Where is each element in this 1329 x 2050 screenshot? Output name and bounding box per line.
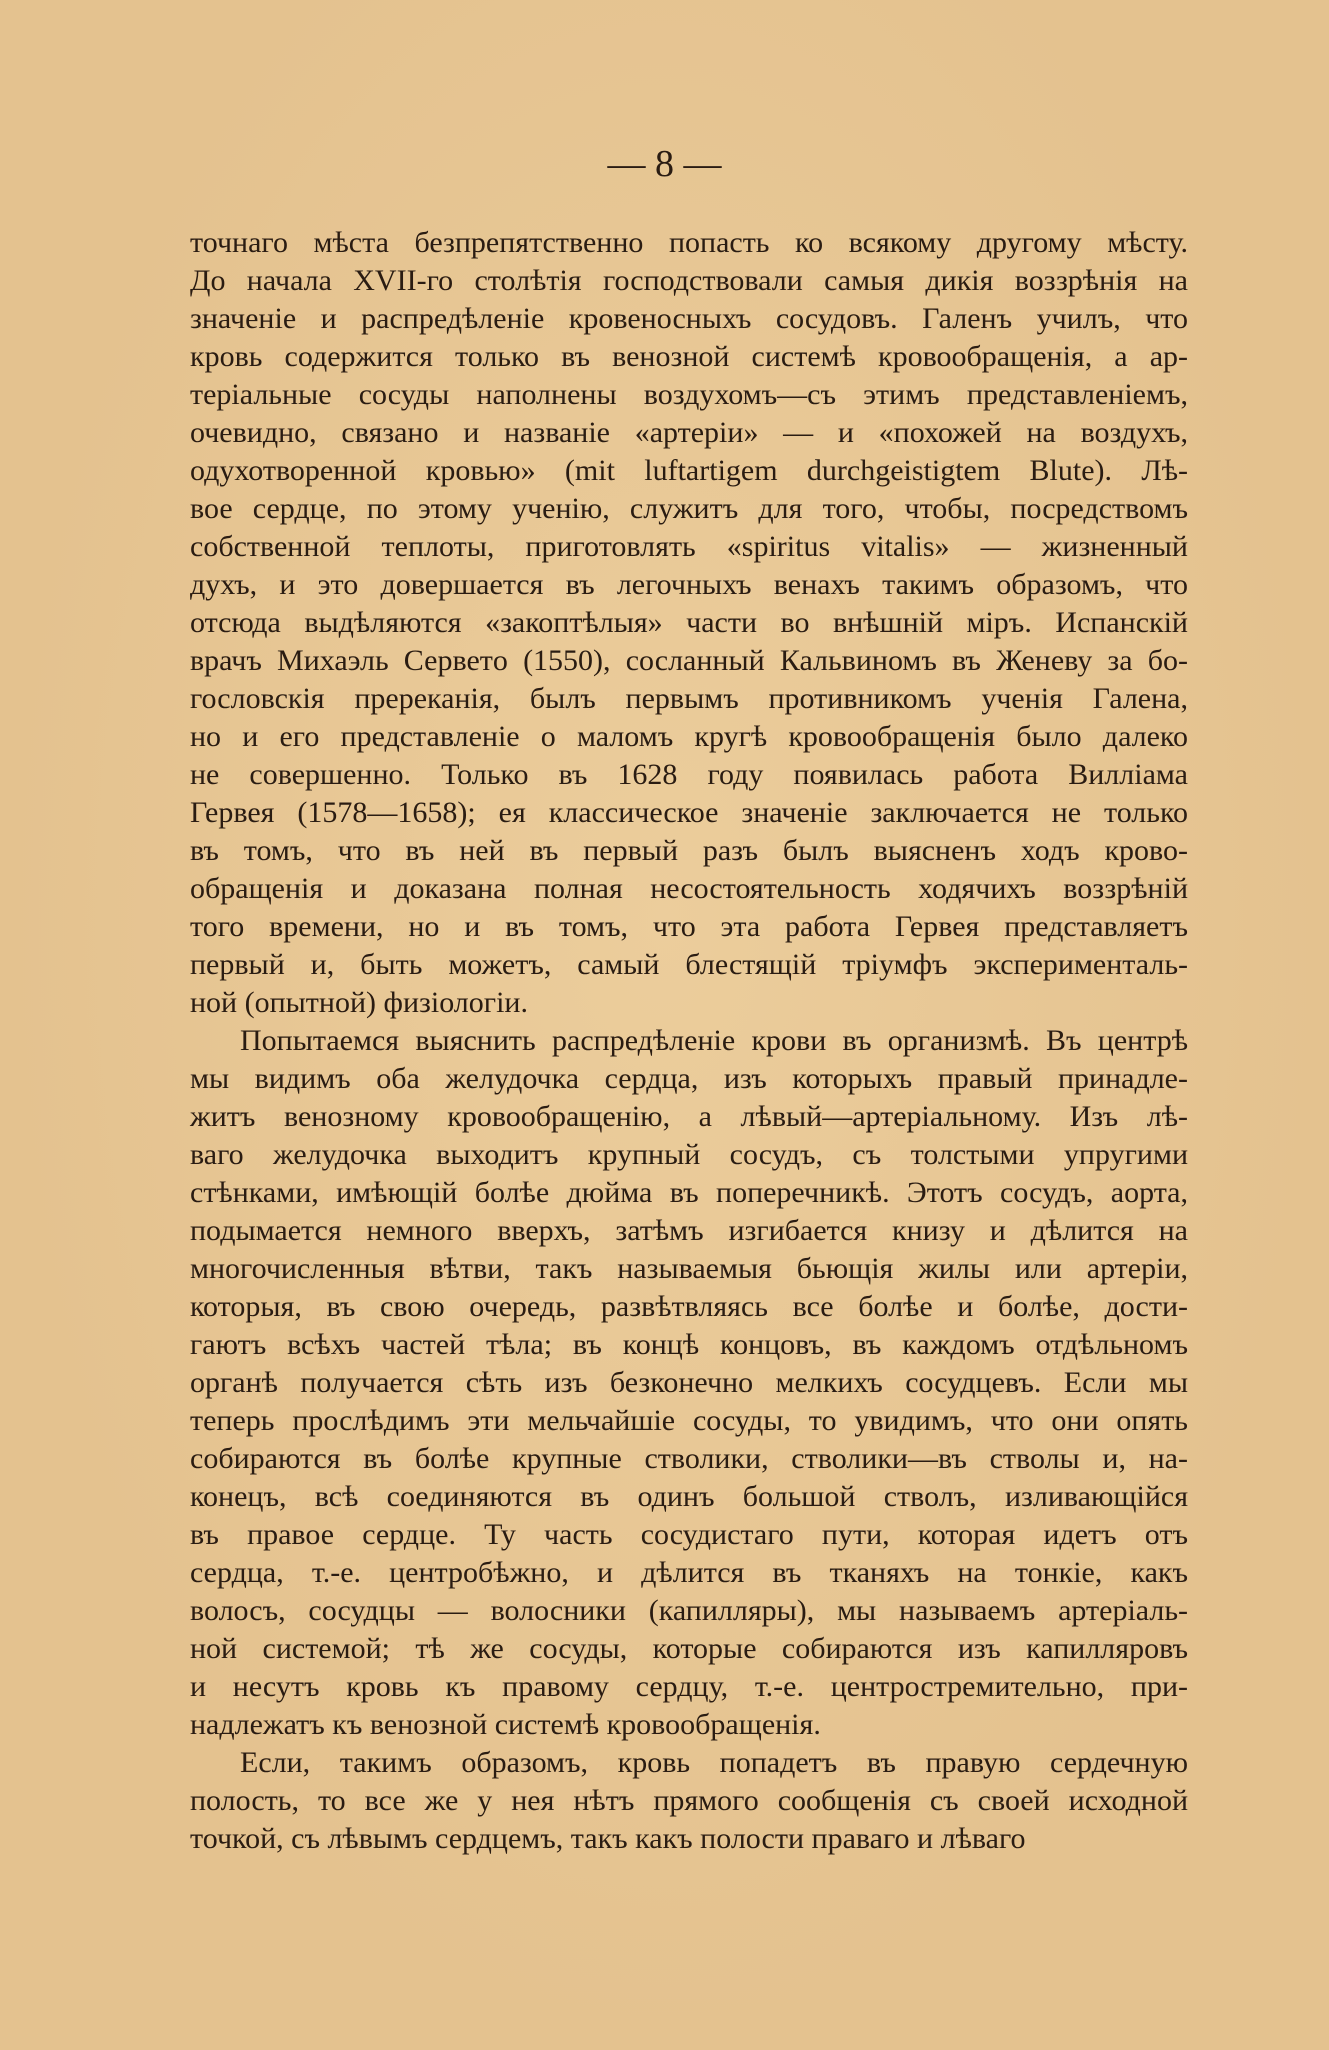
text-line: въ томъ, что въ ней въ первый разъ былъ выясненъ ходъ крово- xyxy=(190,834,1188,867)
text-line: органѣ получается сѣть изъ безконечно мелкихъ сосудцевъ. Если мы xyxy=(190,1366,1188,1399)
text-line: ной системой; тѣ же сосуды, которые собираются изъ капилляровъ xyxy=(190,1632,1188,1665)
text-line: подымается немного вверхъ, затѣмъ изгибается книзу и дѣлится на xyxy=(190,1214,1188,1247)
text-line: теріальные сосуды наполнены воздухомъ—съ этимъ представленіемъ, xyxy=(190,378,1188,411)
text-line: не совершенно. Только въ 1628 году появилась работа Вилліама xyxy=(190,758,1188,791)
body-text xyxy=(190,224,1188,1858)
text-line: волосъ, сосудцы — волосники (капилляры), мы называемъ артеріаль- xyxy=(190,1594,1188,1627)
text-line: собираются въ болѣе крупные стволики, стволики—въ стволы и, на- xyxy=(190,1442,1188,1475)
text-line: духъ, и это довершается въ легочныхъ венахъ такимъ образомъ, что xyxy=(190,568,1188,601)
text-line: собственной теплоты, приготовлять «spiritus vitalis» — жизненный xyxy=(190,530,1188,563)
text-line: Если, такимъ образомъ, кровь попадетъ въ правую сердечную xyxy=(240,1746,1188,1779)
text-line: До начала XVII-го столѣтія господствовали самыя дикія воззрѣнія на xyxy=(190,264,1188,297)
text-line: значеніе и распредѣленіе кровеносныхъ сосудовъ. Галенъ училъ, что xyxy=(190,302,1188,335)
text-line: обращенія и доказана полная несостоятельность ходячихъ воззрѣній xyxy=(190,872,1188,905)
text-line: гаютъ всѣхъ частей тѣла; въ концѣ концовъ, въ каждомъ отдѣльномъ xyxy=(190,1328,1188,1361)
page-number: — 8 — xyxy=(607,143,722,185)
text-line: теперь прослѣдимъ эти мельчайшіе сосуды, то увидимъ, что они опять xyxy=(190,1404,1188,1437)
text-line: сердца, т.-е. центробѣжно, и дѣлится въ тканяхъ на тонкіе, какъ xyxy=(190,1556,1188,1589)
text-line: врачъ Михаэль Серветo (1550), сосланный Кальвиномъ въ Женеву за бо- xyxy=(190,644,1188,677)
text-line: конецъ, всѣ соединяются въ одинъ большой стволъ, изливающійся xyxy=(190,1480,1188,1513)
text-line: кровь содержится только въ венозной системѣ кровообращенія, а ар- xyxy=(190,340,1188,373)
text-line: гословскія пререканія, былъ первымъ противникомъ ученія Галена, xyxy=(190,682,1188,715)
text-line: ной (опытной) физіологіи. xyxy=(190,986,528,1019)
text-line: того времени, но и въ томъ, что эта работа Гервея представляетъ xyxy=(190,910,1188,943)
text-line: житъ венозному кровообращенію, а лѣвый—артеріальному. Изъ лѣ- xyxy=(190,1100,1188,1133)
text-line: Гервея (1578—1658); ея классическое значеніе заключается не только xyxy=(190,796,1188,829)
text-line: одухотворенной кровью» (mit luftartigem durchgeistigtem Blute). Лѣ- xyxy=(190,454,1188,487)
text-line: вое сердце, по этому ученію, служитъ для того, чтобы, посредствомъ xyxy=(190,492,1188,525)
text-line: стѣнками, имѣющій болѣе дюйма въ поперечникѣ. Этотъ сосудъ, аорта, xyxy=(190,1176,1188,1209)
text-line: которыя, въ свою очередь, развѣтвляясь все болѣе и болѣе, дости- xyxy=(190,1290,1188,1323)
text-line: полость, то все же у нея нѣтъ прямого сообщенія съ своей исходной xyxy=(190,1784,1188,1817)
text-line: первый и, быть можетъ, самый блестящій тріумфъ эксперименталь- xyxy=(190,948,1188,981)
text-line: Попытаемся выяснить распредѣленіе крови въ организмѣ. Въ центрѣ xyxy=(240,1024,1188,1057)
text-line: ваго желудочка выходитъ крупный сосудъ, съ толстыми упругими xyxy=(190,1138,1188,1171)
text-line: отсюда выдѣляются «закоптѣлыя» части во внѣшній міръ. Испанскій xyxy=(190,606,1188,639)
text-line: и несутъ кровь къ правому сердцу, т.-е. центростремительно, при- xyxy=(190,1670,1188,1703)
text-line: но и его представленіе о маломъ кругѣ кровообращенія было далеко xyxy=(190,720,1188,753)
text-line: очевидно, связано и названіе «артеріи» — и «похожей на воздухъ, xyxy=(190,416,1188,449)
text-line: точкой, съ лѣвымъ сердцемъ, такъ какъ полости праваго и лѣваго xyxy=(190,1822,1026,1855)
text-line: точнаго мѣста безпрепятственно попасть ко всякому другому мѣсту. xyxy=(190,226,1188,259)
text-line: надлежатъ къ венозной системѣ кровообращенія. xyxy=(190,1708,821,1741)
text-line: многочисленныя вѣтви, такъ называемыя бьющія жилы или артеріи, xyxy=(190,1252,1188,1285)
text-line: въ правое сердце. Ту часть сосудистаго пути, которая идетъ отъ xyxy=(190,1518,1188,1551)
text-line: мы видимъ оба желудочка сердца, изъ которыхъ правый принадле- xyxy=(190,1062,1188,1095)
